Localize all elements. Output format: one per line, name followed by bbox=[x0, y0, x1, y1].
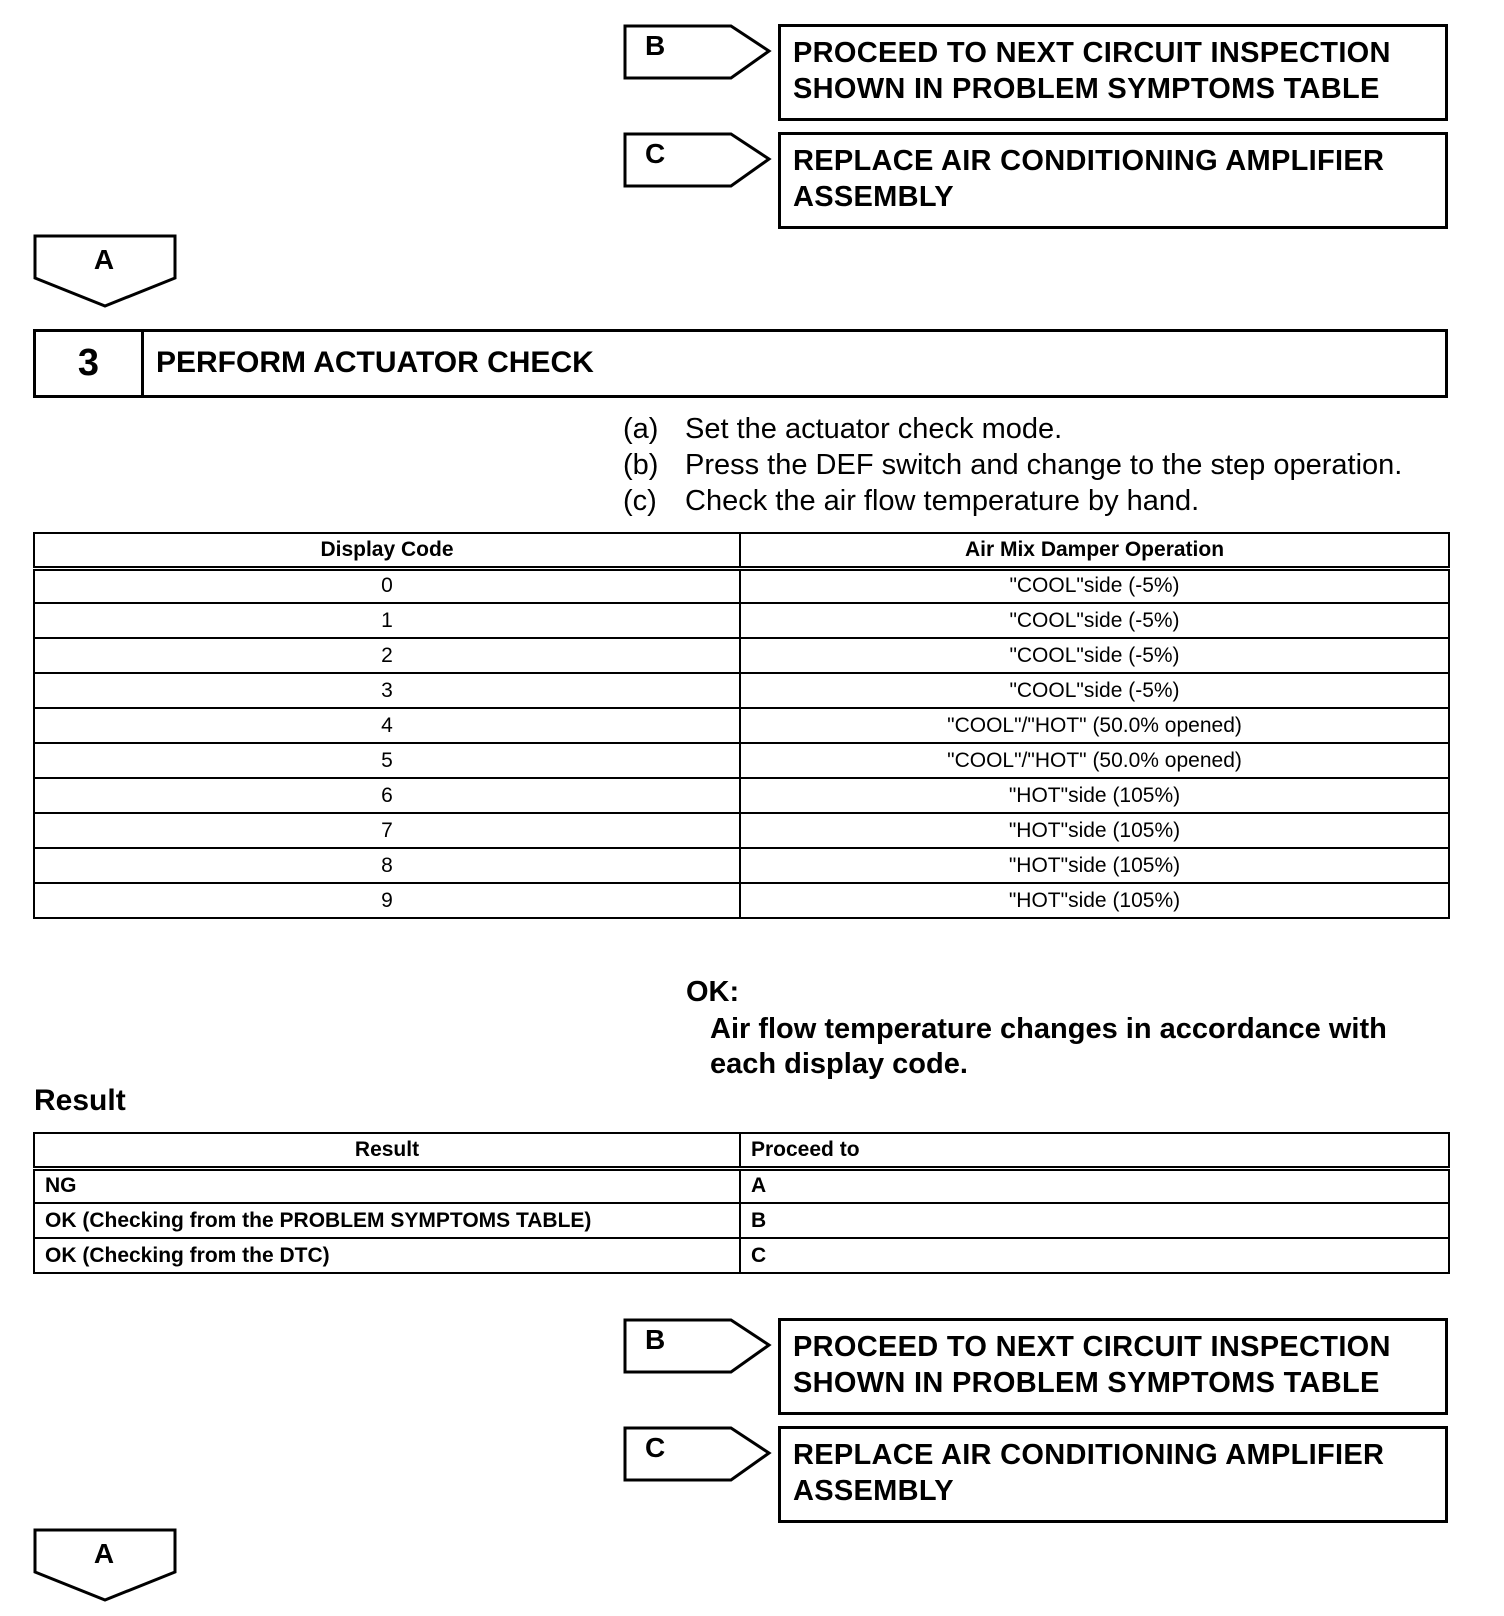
branch-c-text-line2: ASSEMBLY bbox=[793, 181, 954, 213]
header-damper-operation: Air Mix Damper Operation bbox=[740, 533, 1449, 568]
proceed-to-cell: A bbox=[740, 1168, 1449, 1203]
bottom-branch-c-text-line1: REPLACE AIR CONDITIONING AMPLIFIER bbox=[793, 1439, 1385, 1471]
display-code-cell: 9 bbox=[34, 883, 740, 918]
bottom-branch-b-letter: B bbox=[645, 1324, 666, 1355]
bottom-branch-a-down-arrow-icon bbox=[33, 1528, 179, 1604]
display-code-cell: 4 bbox=[34, 708, 740, 743]
instruction-label: (c) bbox=[623, 485, 657, 517]
damper-operation-table bbox=[33, 532, 1450, 919]
header-proceed-to: Proceed to bbox=[740, 1133, 1449, 1168]
table-row bbox=[34, 1203, 1449, 1238]
bottom-branch-c-letter: C bbox=[645, 1432, 666, 1463]
instruction-label: (a) bbox=[623, 413, 659, 445]
result-heading: Result bbox=[34, 1084, 126, 1117]
bottom-branch-b-arrow-icon bbox=[623, 1318, 773, 1376]
bottom-branch-c-arrow-icon bbox=[623, 1426, 773, 1484]
damper-operation-cell: "COOL"/"HOT" (50.0% opened) bbox=[740, 708, 1449, 743]
bottom-branch-b-text-line2: SHOWN IN PROBLEM SYMPTOMS TABLE bbox=[793, 1367, 1380, 1399]
table-row bbox=[34, 883, 1449, 918]
damper-operation-cell: "COOL"side (-5%) bbox=[740, 568, 1449, 603]
branch-b-action-box bbox=[778, 24, 1448, 121]
bottom-branch-c-text-line2: ASSEMBLY bbox=[793, 1475, 954, 1507]
damper-operation-cell: "COOL"side (-5%) bbox=[740, 638, 1449, 673]
result-table bbox=[33, 1132, 1450, 1274]
display-code-cell: 3 bbox=[34, 673, 740, 708]
instruction-b bbox=[623, 447, 1483, 483]
bottom-branch-c-action-box bbox=[778, 1426, 1448, 1523]
step-title: PERFORM ACTUATOR CHECK bbox=[156, 346, 594, 379]
instruction-a bbox=[623, 411, 1483, 447]
damper-operation-cell: "COOL"side (-5%) bbox=[740, 603, 1449, 638]
display-code-cell: 6 bbox=[34, 778, 740, 813]
table-row bbox=[34, 743, 1449, 778]
display-code-cell: 7 bbox=[34, 813, 740, 848]
branch-c-text-line1: REPLACE AIR CONDITIONING AMPLIFIER bbox=[793, 145, 1385, 177]
ok-text-line1: Air flow temperature changes in accordance with bbox=[710, 1013, 1387, 1045]
branch-c-arrow-icon bbox=[623, 132, 773, 190]
branch-a-letter: A bbox=[93, 244, 115, 275]
display-code-cell: 2 bbox=[34, 638, 740, 673]
table-row bbox=[34, 1238, 1449, 1273]
table-row bbox=[34, 708, 1449, 743]
proceed-to-cell: C bbox=[740, 1238, 1449, 1273]
table-header-row bbox=[34, 1133, 1449, 1168]
instruction-text: Press the DEF switch and change to the step operation. bbox=[685, 449, 1403, 481]
header-result: Result bbox=[34, 1133, 740, 1168]
ok-label: OK: bbox=[686, 976, 740, 1008]
step-number: 3 bbox=[36, 332, 144, 395]
display-code-cell: 8 bbox=[34, 848, 740, 883]
instruction-text: Set the actuator check mode. bbox=[685, 413, 1063, 445]
display-code-cell: 5 bbox=[34, 743, 740, 778]
damper-operation-cell: "HOT"side (105%) bbox=[740, 883, 1449, 918]
result-cell: NG bbox=[34, 1168, 740, 1203]
instruction-label: (b) bbox=[623, 449, 659, 481]
damper-operation-cell: "HOT"side (105%) bbox=[740, 848, 1449, 883]
branch-b-text-line2: SHOWN IN PROBLEM SYMPTOMS TABLE bbox=[793, 73, 1380, 105]
branch-a-down-arrow-icon bbox=[33, 234, 179, 310]
result-cell: OK (Checking from the PROBLEM SYMPTOMS TABLE) bbox=[34, 1203, 740, 1238]
result-cell: OK (Checking from the DTC) bbox=[34, 1238, 740, 1273]
instruction-list bbox=[623, 411, 1483, 519]
damper-operation-cell: "COOL"side (-5%) bbox=[740, 673, 1449, 708]
branch-b-text-line1: PROCEED TO NEXT CIRCUIT INSPECTION bbox=[793, 37, 1391, 69]
table-row bbox=[34, 848, 1449, 883]
damper-operation-cell: "HOT"side (105%) bbox=[740, 813, 1449, 848]
table-row bbox=[34, 603, 1449, 638]
damper-operation-cell: "HOT"side (105%) bbox=[740, 778, 1449, 813]
proceed-to-cell: B bbox=[740, 1203, 1449, 1238]
table-row bbox=[34, 673, 1449, 708]
display-code-cell: 0 bbox=[34, 568, 740, 603]
table-row bbox=[34, 638, 1449, 673]
table-row bbox=[34, 1168, 1449, 1203]
table-row bbox=[34, 813, 1449, 848]
bottom-branch-b-text-line1: PROCEED TO NEXT CIRCUIT INSPECTION bbox=[793, 1331, 1391, 1363]
branch-c-letter: C bbox=[645, 138, 666, 169]
step-header bbox=[33, 329, 1448, 398]
instruction-text: Check the air flow temperature by hand. bbox=[685, 485, 1200, 517]
branch-b-letter: B bbox=[645, 30, 666, 61]
damper-operation-cell: "COOL"/"HOT" (50.0% opened) bbox=[740, 743, 1449, 778]
table-row bbox=[34, 778, 1449, 813]
instruction-c bbox=[623, 483, 1483, 519]
display-code-cell: 1 bbox=[34, 603, 740, 638]
table-row bbox=[34, 568, 1449, 603]
branch-b-arrow-icon bbox=[623, 24, 773, 82]
ok-text-line2: each display code. bbox=[710, 1048, 968, 1080]
header-display-code: Display Code bbox=[34, 533, 740, 568]
bottom-branch-a-letter: A bbox=[93, 1538, 115, 1569]
branch-c-action-box bbox=[778, 132, 1448, 229]
ok-spec bbox=[710, 1012, 1470, 1082]
table-header-row bbox=[34, 533, 1449, 568]
bottom-branch-b-action-box bbox=[778, 1318, 1448, 1415]
